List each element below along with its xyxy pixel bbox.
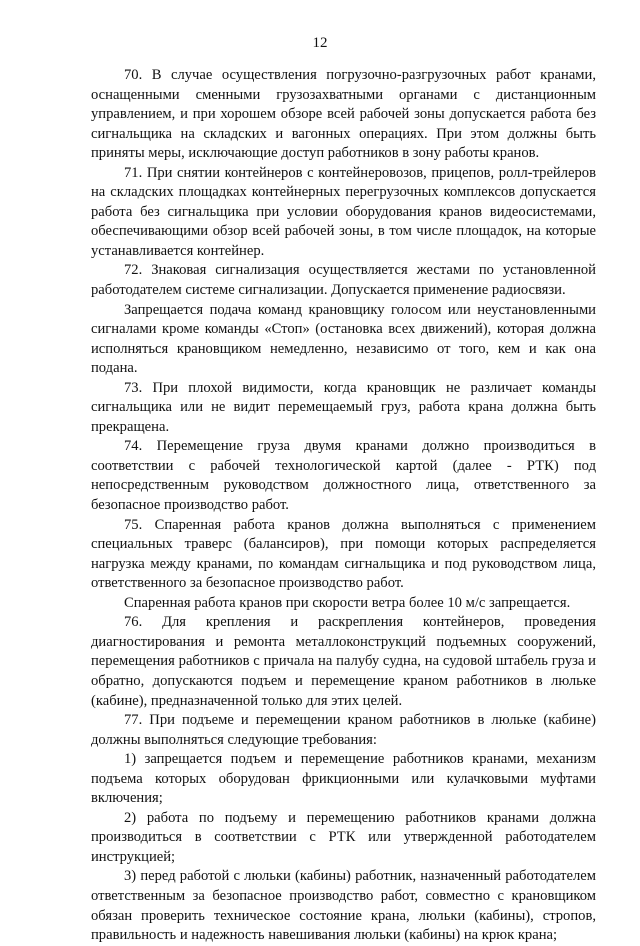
page-number: 12 bbox=[312, 35, 328, 51]
paragraph-72: 72. Знаковая сигнализация осуществляется жестами по установленной работодателем системе сигнализации. Допускается применение радиосвязи. bbox=[91, 262, 596, 299]
paragraph-77-item-3: 3) перед работой с люльки (кабины) работник, назначенный работодателем ответственным за безопасное производство работ, совместно с крановщиком обязан проверить техническое состояние крана, люльки (кабины), стропов, правильность и надежность навешивания люльки (кабины) на крюк крана; bbox=[91, 868, 596, 944]
paragraph-77: 77. При подъеме и перемещении краном работников в люльке (кабине) должны выполняться следующие требования: bbox=[91, 712, 596, 748]
paragraph-75-wind-limit: Спаренная работа кранов при скорости ветра более 10 м/с запрещается. bbox=[124, 594, 571, 611]
paragraph-76: 76. Для крепления и раскрепления контейнеров, проведения диагностирования и ремонта металлоконструкций подъемных сооружений, перемещения работников с причала на палубу судна, на судовой штабель груза и обратно, допускаются подъем и перемещение краном работников в люльке (кабине), предназначенной только для этих целей. bbox=[91, 614, 596, 709]
paragraph-74: 74. Перемещение груза двумя кранами должно производиться в соответствии с рабочей технологической картой (далее - РТК) под непосредственным руководством должностного лица, ответственного за безопасное производство работ. bbox=[91, 438, 596, 514]
document-body bbox=[91, 66, 596, 946]
paragraph-72-stop-command: Запрещается подача команд крановщику голосом или неустановленными сигналами кроме команды «Стоп» (остановка всех движений), которая должна исполняться крановщиком немедленно, независимо от того, кем и как она подана. bbox=[91, 301, 596, 377]
paragraph-71: 71. При снятии контейнеров с контейнеровозов, прицепов, ролл-трейлеров на складских площадках контейнерных перегрузочных комплексов допускается работа без сигнальщика при условии оборудования кранов видеосистемами, обеспечивающими обзор всей рабочей зоны, в том числе площадок, на которые устанавливается контейнер. bbox=[91, 164, 596, 259]
paragraph-73: 73. При плохой видимости, когда крановщик не различает команды сигнальщика или не видит перемещаемый груз, работа крана должна быть прекращена. bbox=[91, 379, 596, 435]
paragraph-75: 75. Спаренная работа кранов должна выполняться с применением специальных траверс (балансиров), при помощи которых распределяется нагрузка между кранами, по командам сигнальщика и под руководством лица, ответственного за безопасное производство работ. bbox=[91, 516, 596, 592]
paragraph-77-item-2: 2) работа по подъему и перемещению работников кранами должна производиться в соответствии с РТК или утвержденной работодателем инструкцией; bbox=[91, 809, 596, 865]
paragraph-77-item-1: 1) запрещается подъем и перемещение работников кранами, механизм подъема которых оборудован фрикционными или кулачковыми муфтами включения; bbox=[91, 751, 596, 807]
paragraph-70: 70. В случае осуществления погрузочно-разгрузочных работ кранами, оснащенными сменными грузозахватными органами с дистанционным управлением, и при хорошем обзоре всей рабочей зоны допускается работа без сигнальщика на складских и вагонных операциях. При этом должны быть приняты меры, исключающие доступ работников в зону работы кранов. bbox=[91, 67, 596, 162]
